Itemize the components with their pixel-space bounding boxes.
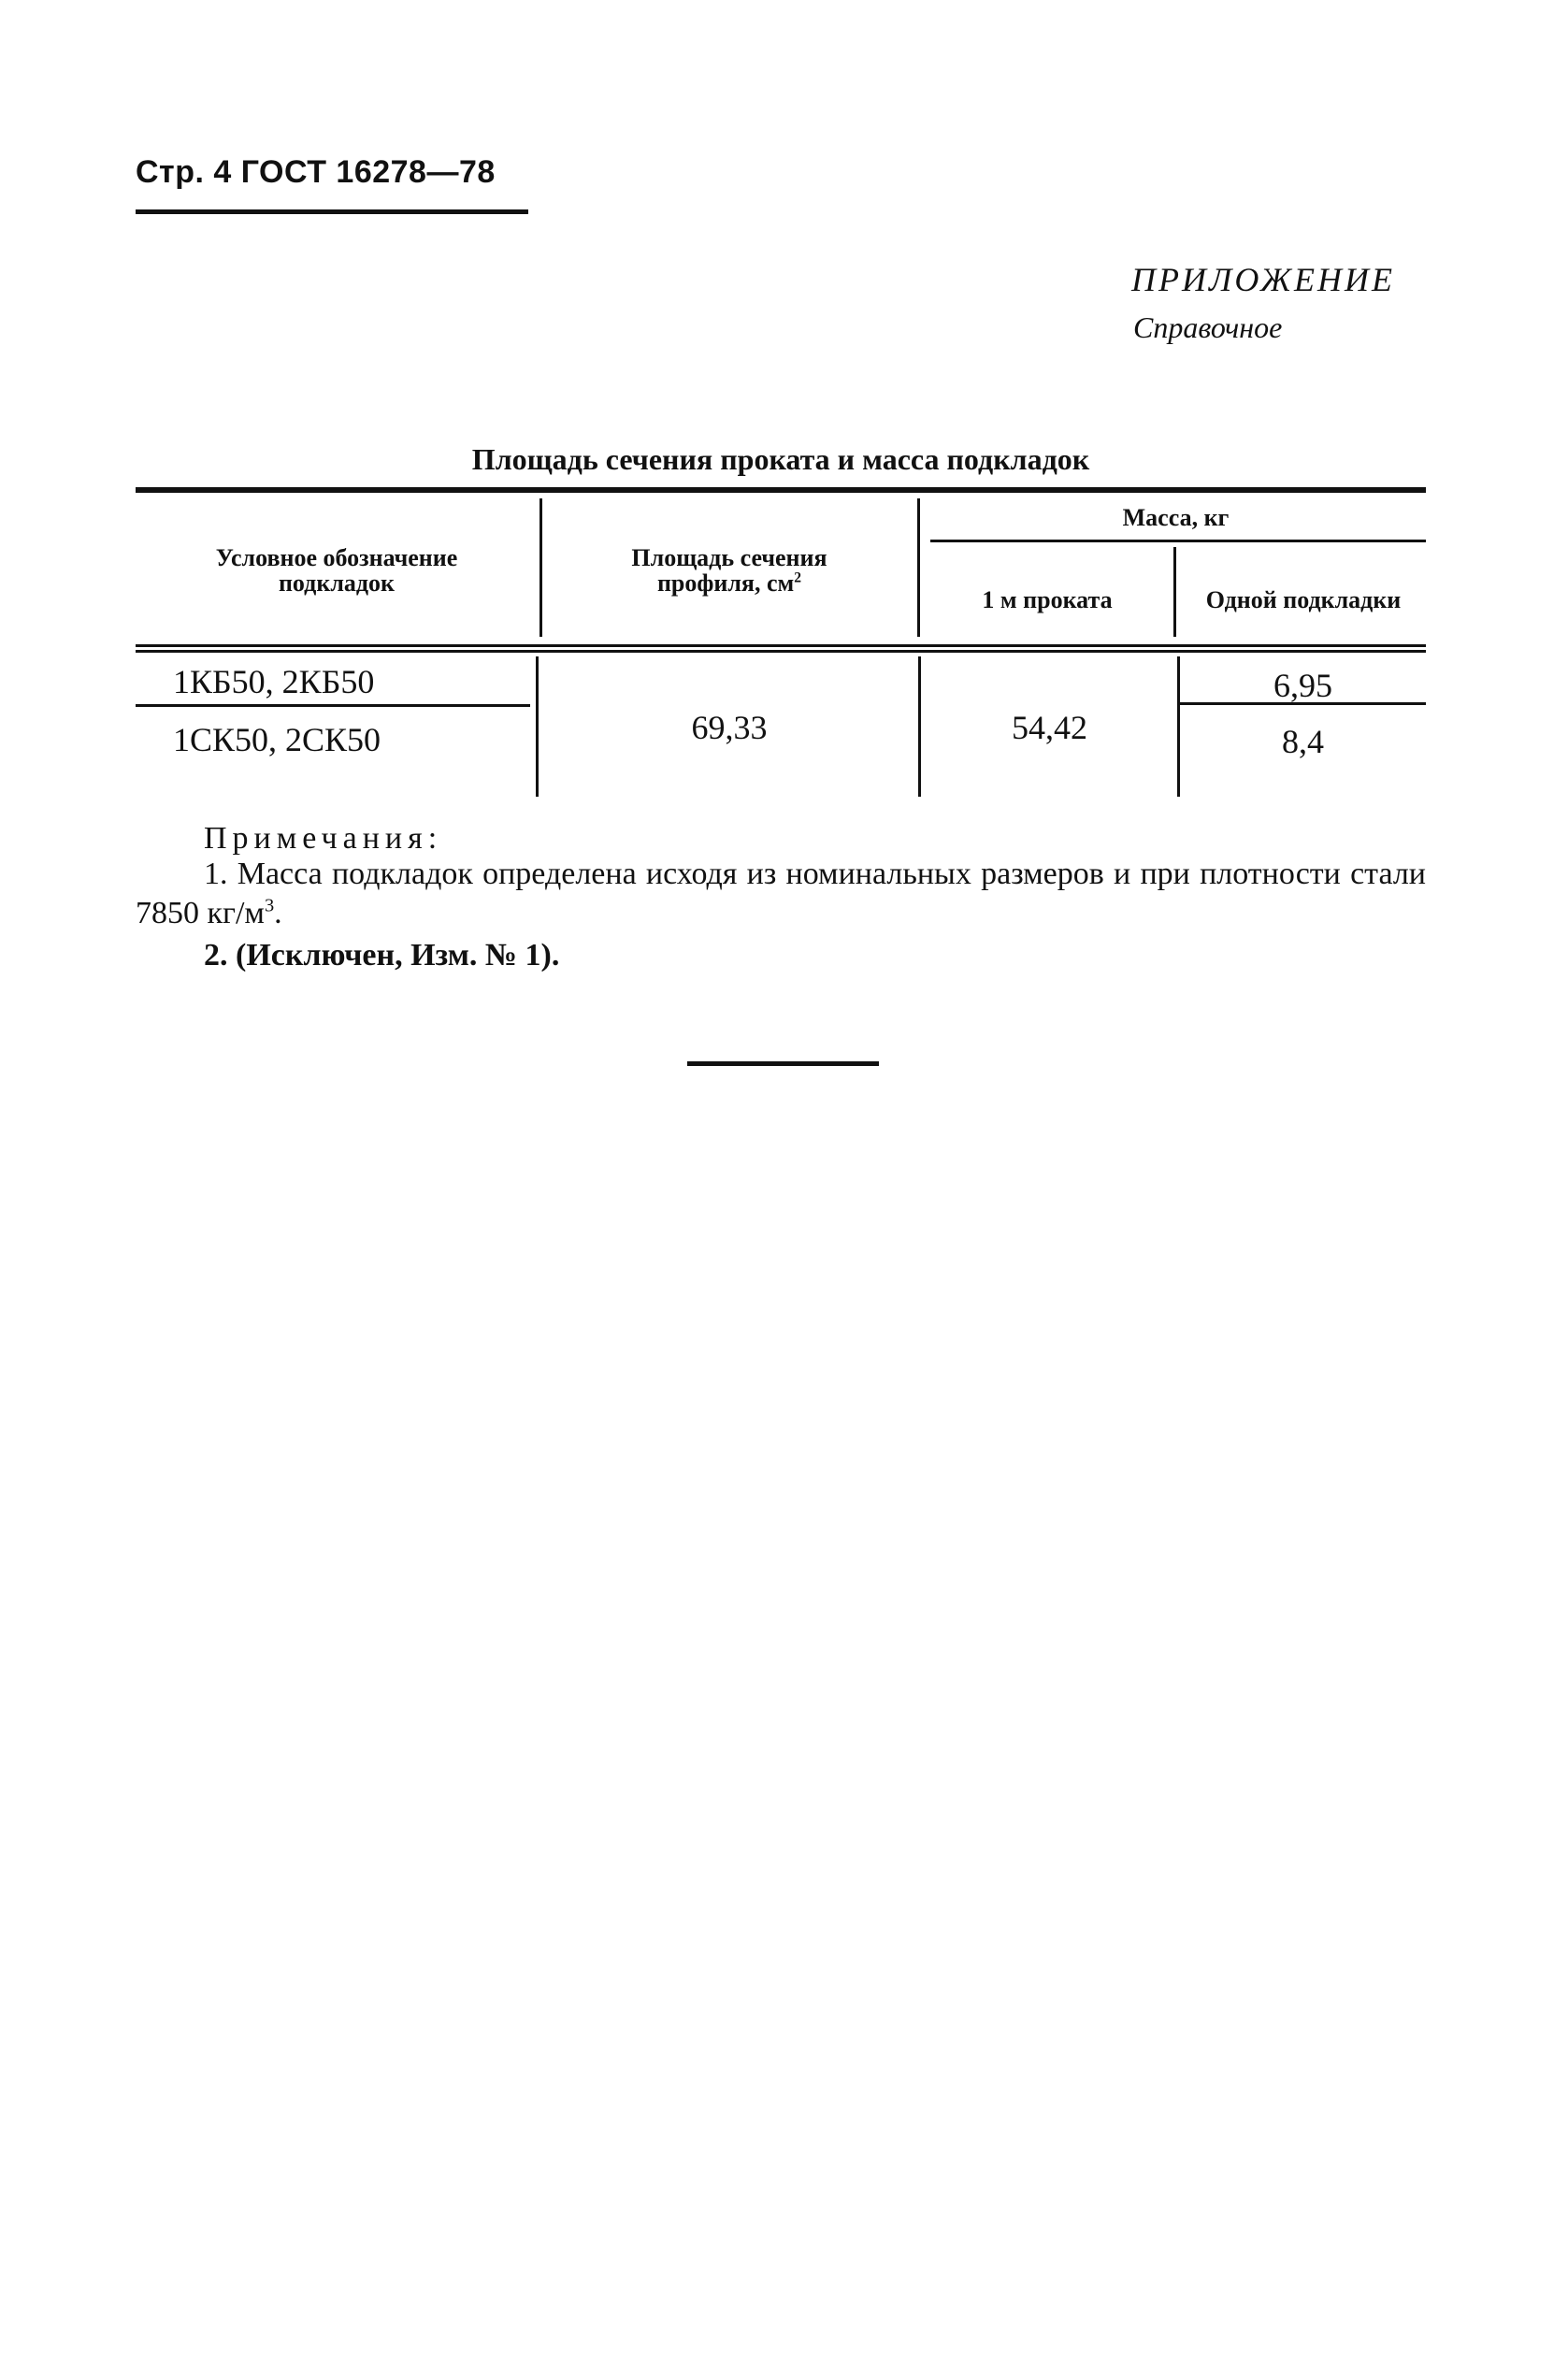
note-1-end: .: [274, 896, 282, 930]
notes-title: Примечания:: [204, 821, 443, 856]
mass-per-meter-value: 54,42: [1012, 709, 1087, 746]
table-title: Площадь сечения проката и масса подкладок: [471, 442, 1090, 476]
header-bottom-rule-1: [136, 644, 1426, 647]
note-1-superscript: 3: [264, 895, 275, 916]
row-1-designation: 1КБ50, 2КБ50: [173, 663, 375, 700]
row-divider-left: [136, 704, 530, 707]
table-top-rule: [136, 487, 1426, 493]
row-1-plate-mass: 6,95: [1273, 667, 1332, 704]
header-area-label: профиля, см: [656, 569, 795, 597]
header-designation: [140, 545, 533, 596]
header-area-superscript: 2: [794, 569, 802, 586]
page-header-text: Стр. 4 ГОСТ 16278—78: [136, 154, 496, 190]
row-2-designation: 1СК50, 2СК50: [173, 721, 381, 758]
header-area-line1: Площадь сечения: [631, 544, 827, 571]
column-divider-3: [1173, 547, 1176, 637]
appendix-subtitle: Справочное: [1133, 310, 1283, 344]
column-divider-1: [539, 498, 542, 637]
header-mass-per-meter: 1 м проката: [982, 586, 1113, 613]
header-area-line2: [547, 570, 912, 596]
note-2: 2. (Исключен, Изм. № 1).: [204, 938, 560, 973]
mass-header-rule: [930, 540, 1426, 542]
header-rule: [136, 209, 528, 214]
header-area: [547, 545, 912, 596]
body-divider-1: [536, 656, 539, 797]
page-header: [136, 154, 528, 191]
header-designation-line2: подкладок: [278, 569, 396, 597]
header-mass-per-plate: Одной подкладки: [1205, 586, 1402, 613]
header-bottom-rule-2: [136, 650, 1426, 653]
header-designation-line1: Условное обозначение: [215, 544, 458, 571]
end-rule: [687, 1061, 879, 1066]
appendix-title: ПРИЛОЖЕНИЕ: [1131, 261, 1395, 298]
header-mass: Масса, кг: [1122, 504, 1230, 531]
area-value: 69,33: [691, 709, 768, 746]
note-1: [136, 855, 1426, 933]
column-divider-2: [917, 498, 920, 637]
note-1-text: 1. Масса подкладок определена исходя из номинальных размеров и при плотности стали 7850 кг/м: [136, 857, 1426, 930]
row-2-plate-mass: 8,4: [1282, 723, 1324, 760]
